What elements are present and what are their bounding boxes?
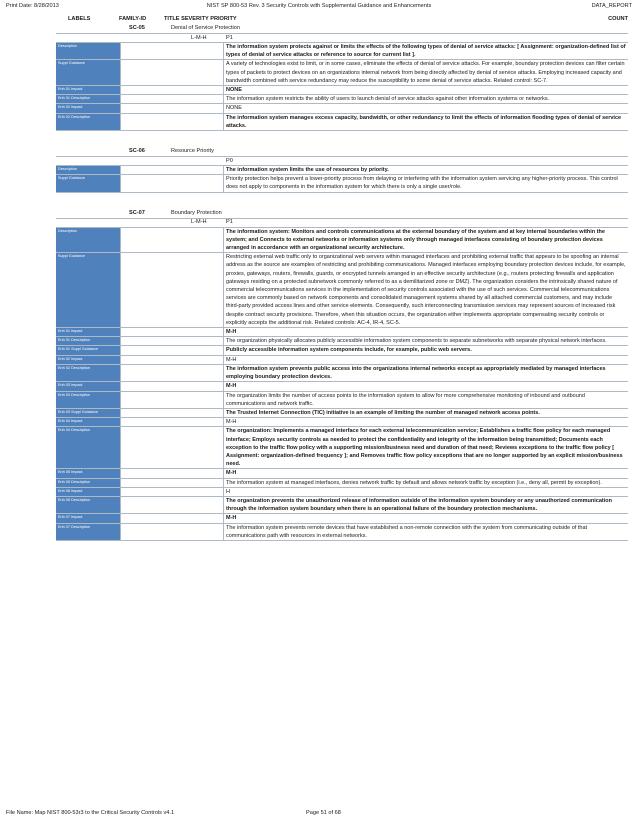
- row-label: Enh 02 Description: [56, 365, 120, 381]
- row-spacer: [120, 356, 224, 364]
- page-number: Page 51 of 68: [306, 810, 341, 816]
- row-label: Suppl Guidance: [56, 175, 120, 191]
- row-text: The organization limits the number of access points to the information system to allow for more comprehensive monitoring of inbound and outbound communications and network traffic.: [226, 392, 585, 407]
- row-text: The information system manages excess capacity, bandwidth, or other redundancy to limit the effects of information flooding types of denial of service attacks.: [226, 114, 622, 129]
- priority: P1: [226, 219, 233, 226]
- row-label: Description: [56, 166, 120, 174]
- row-text: M-H: [226, 383, 237, 390]
- control-section: [56, 147, 628, 193]
- row-spacer: [120, 497, 224, 513]
- row-label: Enh 01 Suppl Guidance: [56, 346, 120, 354]
- row-text: Publicly accessible information system components include, for example, public web servers.: [226, 347, 472, 354]
- row-label: Enh 02 Impact: [56, 104, 120, 112]
- row-spacer: [120, 60, 224, 85]
- row-text: The information system limits the use of resources by priority.: [226, 167, 389, 174]
- row-label: Enh 04 Description: [56, 427, 120, 468]
- table-row: [56, 86, 628, 95]
- table-row: [56, 175, 628, 192]
- row-label: Description: [56, 228, 120, 253]
- control-title: Boundary Protection: [171, 209, 222, 216]
- row-label: Enh 01 Description: [56, 337, 120, 345]
- row-spacer: [120, 104, 224, 112]
- row-text: M-H: [226, 419, 237, 426]
- row-spacer: [120, 365, 224, 381]
- column-count: COUNT: [608, 16, 628, 22]
- row-text: The organization physically allocates publicly accessible information system components to separate subnetworks with separate physical network interfaces.: [226, 338, 607, 345]
- row-label: Enh 07 Description: [56, 524, 120, 540]
- table-row: [56, 104, 628, 113]
- row-label: Enh 03 Impact: [56, 382, 120, 390]
- row-text: H: [226, 488, 230, 495]
- table-row: [56, 479, 628, 488]
- page-header: [6, 3, 632, 13]
- row-text: NONE: [226, 105, 242, 112]
- row-label: Enh 07 Impact: [56, 514, 120, 522]
- row-spacer: [120, 253, 224, 327]
- control-title: Denial of Service Protection: [171, 25, 241, 31]
- row-spacer: [120, 479, 224, 487]
- row-text: The information system restricts the ability of users to launch denial of service attacks against other information systems or networks.: [226, 96, 550, 103]
- family-id: SC-06: [129, 148, 145, 155]
- priority: P0: [226, 157, 233, 164]
- row-text: M-H: [226, 470, 237, 477]
- row-text: The information system: Monitors and controls communications at the external boundary of the system and at key internal boundaries within the system; and Connects to external networks or information systems only through managed interfaces consisting of boundary protection devices arranged in accordance with an organizational security architecture.: [226, 228, 605, 252]
- severity: L-M-H: [191, 219, 207, 226]
- table-row: [56, 43, 628, 60]
- row-label: Description: [56, 43, 120, 59]
- row-text: The information system protects against or limits the effects of the following types of denial of service attacks: [ Assignment: organization-defined list of types of denial of service attacks or reference to source for current list ].: [226, 44, 626, 59]
- table-row: [56, 356, 628, 365]
- table-row: [56, 382, 628, 391]
- row-spacer: [120, 382, 224, 390]
- row-spacer: [120, 43, 224, 59]
- table-row: [56, 427, 628, 469]
- table-row: [56, 524, 628, 541]
- row-spacer: [120, 114, 224, 130]
- control-title: Resource Priority: [171, 148, 214, 155]
- row-spacer: [120, 86, 224, 94]
- row-label: Suppl Guidance: [56, 60, 120, 85]
- row-label: Enh 01 Impact: [56, 86, 120, 94]
- table-row: [56, 328, 628, 337]
- row-label: Enh 03 Suppl Guidance: [56, 409, 120, 417]
- row-label: Enh 02 Impact: [56, 356, 120, 364]
- row-spacer: [120, 418, 224, 426]
- controls-table: [56, 24, 628, 541]
- row-label: Enh 02 Description: [56, 114, 120, 130]
- table-row: [56, 418, 628, 427]
- row-text: A variety of technologies exist to limit, or in some cases, eliminate the effects of denial of service attacks. For example, boundary protection devices can filter certain types of packets to protect devices on an organizations internal network from being directly affected by denial of service attacks. Employing increased capacity and bandwidth combined with service redundancy may reduce the susceptibility to some denial of service attacks. Related control: SC-7.: [226, 61, 625, 84]
- table-row: [56, 337, 628, 346]
- table-row: [56, 469, 628, 478]
- file-name: File Name: Map NIST 800-53r3 to the Critical Security Controls v4.1: [6, 810, 175, 816]
- row-label: Enh 01 Description: [56, 95, 120, 103]
- column-title-severity-priority: TITLE SEVERITY PRIORITY: [164, 16, 237, 22]
- row-spacer: [120, 514, 224, 522]
- table-row: [56, 488, 628, 497]
- severity-priority-row: [56, 157, 628, 166]
- severity-priority-row: [56, 219, 628, 228]
- column-labels: LABELS: [68, 16, 91, 22]
- severity: L-M-H: [191, 34, 207, 41]
- row-label: Enh 06 Description: [56, 497, 120, 513]
- row-text: Priority protection helps prevent a lower-priority process from delaying or interfering with the information system servicing any higher-priority process. This control does not apply to components in the information system for which there is only a single user/role.: [226, 176, 618, 191]
- table-row: [56, 114, 628, 131]
- print-date: Print Date: 8/28/2013: [6, 3, 59, 9]
- row-spacer: [120, 392, 224, 408]
- table-row: [56, 409, 628, 418]
- row-label: Enh 04 Impact: [56, 418, 120, 426]
- row-spacer: [120, 427, 224, 468]
- control-heading-row: [56, 147, 628, 157]
- table-row: [56, 228, 628, 254]
- row-text: The information system prevents remote devices that have established a non-remote connection with the system from communicating outside of that communications path with resources in external networks.: [226, 524, 588, 539]
- row-text: The Trusted Internet Connection (TIC) initiative is an example of limiting the number of managed network access points.: [226, 409, 540, 416]
- row-label: Enh 05 Impact: [56, 469, 120, 477]
- row-label: Enh 01 Impact: [56, 328, 120, 336]
- family-id: SC-07: [129, 209, 145, 216]
- row-label: Suppl Guidance: [56, 253, 120, 327]
- row-spacer: [120, 409, 224, 417]
- row-spacer: [120, 166, 224, 174]
- table-row: [56, 166, 628, 175]
- control-heading-row: [56, 24, 628, 34]
- control-section: [56, 24, 628, 131]
- column-family-id: FAMILY-ID: [119, 16, 147, 22]
- row-spacer: [120, 346, 224, 354]
- table-row: [56, 60, 628, 86]
- family-id: SC-05: [129, 25, 145, 31]
- control-section: [56, 209, 628, 541]
- row-text: M-H: [226, 329, 237, 336]
- row-spacer: [120, 328, 224, 336]
- severity-priority-row: [56, 34, 628, 43]
- row-label: Enh 03 Description: [56, 392, 120, 408]
- table-row: [56, 253, 628, 328]
- row-spacer: [120, 175, 224, 191]
- row-spacer: [120, 524, 224, 540]
- page-footer: [6, 810, 632, 820]
- row-text: NONE: [226, 87, 242, 94]
- row-spacer: [120, 469, 224, 477]
- table-row: [56, 392, 628, 409]
- row-spacer: [120, 488, 224, 496]
- row-text: The information system prevents public access into the organizations internal networks except as appropriately mediated by managed interfaces employing boundary protection devices.: [226, 365, 606, 381]
- priority: P1: [226, 34, 233, 41]
- report-type: DATA_REPORT: [591, 3, 632, 9]
- row-spacer: [120, 337, 224, 345]
- table-row: [56, 346, 628, 355]
- control-heading-row: [56, 209, 628, 219]
- table-row: [56, 95, 628, 104]
- row-text: M-H: [226, 356, 237, 363]
- row-text: The organization prevents the unauthorized release of information outside of the information system boundary or any unauthorized communication through the information system boundary when there is an operational failure of the boundary protection mechanisms.: [226, 497, 612, 513]
- row-label: Enh 06 Impact: [56, 488, 120, 496]
- row-spacer: [120, 95, 224, 103]
- row-spacer: [120, 228, 224, 253]
- table-row: [56, 514, 628, 523]
- row-label: Enh 05 Description: [56, 479, 120, 487]
- row-text: The information system at managed interfaces, denies network traffic by default and allows network traffic by exception (i.e., deny all, permit by exception).: [226, 479, 602, 486]
- row-text: Restricting external web traffic only to organizational web servers within managed interfaces and prohibiting external traffic that appears to be spoofing an internal address as the source are examples of restricting and prohibiting communications. Managed interfaces employing boundary protection devices include, for example, proxies, gateways, routers, firewalls, guards, or encrypted tunnels arranged in an effective security architecture (e.g., routers protecting firewalls and application gateways residing on a protected subnetwork commonly referred to as a demilitarized zone or DMZ). The organization considers the intrinsically shared nature of commercial telecommunications services in the implementation of security controls associated with the use of such services. Commercial telecommunications services are commonly based on network components and consolidated management systems shared by all attached commercial customers, and may include third-party provided access lines and other service elements. Consequently, such interconnecting transmission services may represent sources of increased risk despite contract security provisions. Therefore, when this situation occurs, the organization either implements appropriate compensating security controls or explicitly accepts the additional risk. Related controls: AC-4, IR-4, SC-5.: [226, 254, 626, 326]
- table-row: [56, 365, 628, 382]
- document-title: NIST SP 800-53 Rev. 3 Security Controls with Supplemental Guidance and Enhancements: [206, 3, 432, 9]
- row-text: The organization: Implements a managed interface for each external telecommunication service; Establishes a traffic flow policy for each managed interface; Employs security controls as needed to protect the confidentiality and integrity of the information being transmitted; Documents each exception to the traffic flow policy with a supporting mission/business need and duration of that need; Reviews exceptions to the traffic flow policy [ Assignment: organization-defined frequency ]; and Removes traffic flow policy exceptions that are no longer supported by an explicit mission/business need.: [226, 428, 623, 468]
- row-text: M-H: [226, 515, 237, 522]
- table-row: [56, 497, 628, 514]
- column-header-row: [56, 15, 628, 24]
